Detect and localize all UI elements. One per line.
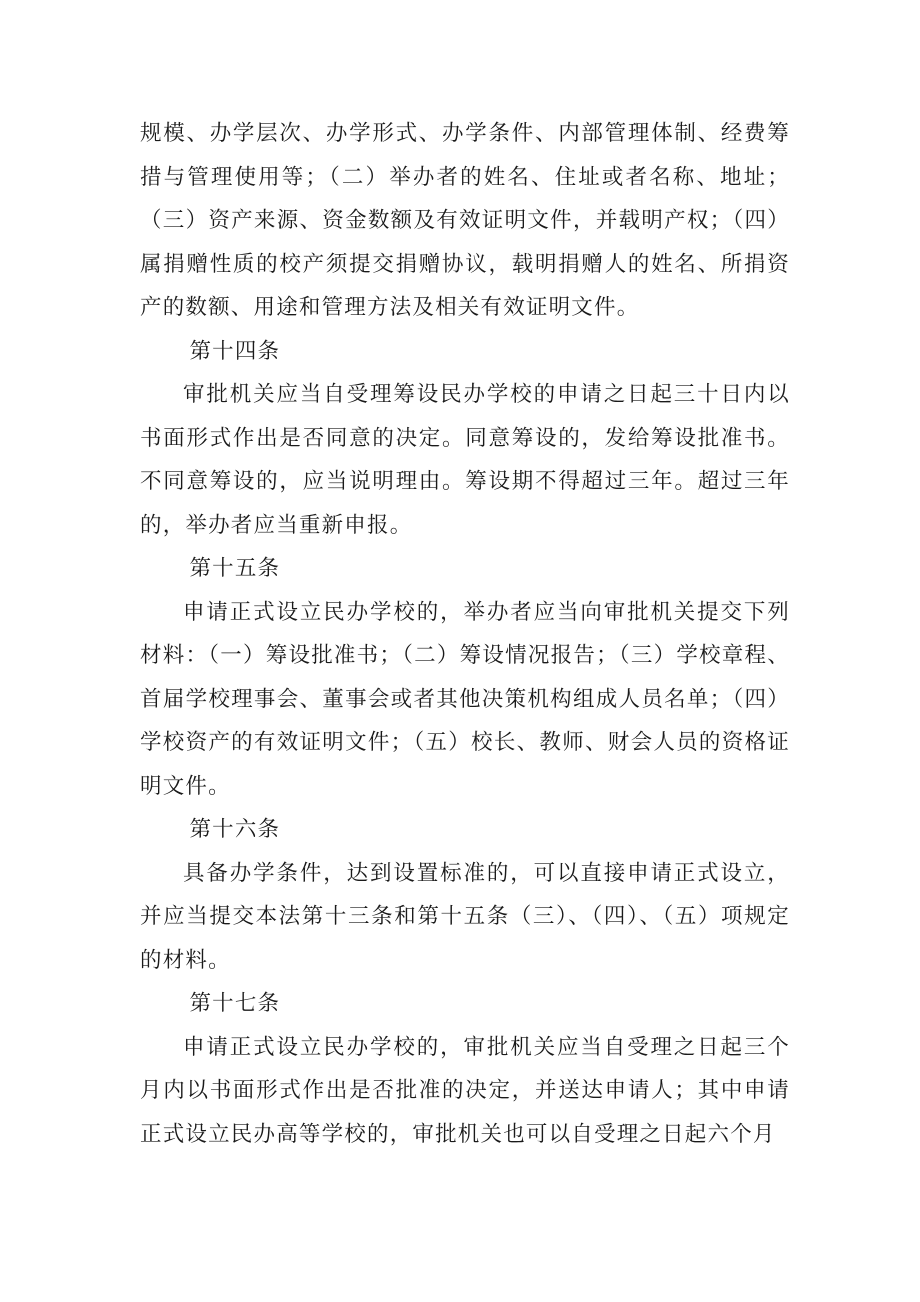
article-15-paragraph: 申请正式设立民办学校的，举办者应当向审批机关提交下列材料：（一）筹设批准书；（二）筹设情况报告；（三）学校章程、首届学校理事会、董事会或者其他决策机构组成人员名单；（四）学校资产的有效证明文件；（五）校长、教师、财会人员的资格证明文件。: [140, 599, 790, 799]
article-heading-14: 第十四条: [189, 338, 281, 364]
article-heading-15: 第十五条: [189, 556, 281, 581]
article-14-paragraph: 审批机关应当自受理筹设民办学校的申请之日起三十日内以书面形式作出是否同意的决定。同意筹设的，发给筹设批准书。不同意筹设的，应当说明理由。筹设期不得超过三年。超过三年的，举办者应当重新申报。: [140, 382, 790, 538]
article-heading-16: 第十六条: [189, 817, 281, 842]
article-16-paragraph: 具备办学条件，达到设置标准的，可以直接申请正式设立，并应当提交本法第十三条和第十五条（三）、（四）、（五）项规定的材料。: [140, 860, 790, 973]
article-heading-17: 第十七条: [189, 991, 281, 1016]
article-17-paragraph: 申请正式设立民办学校的，审批机关应当自受理之日起三个月内以书面形式作出是否批准的决定，并送达申请人；其中申请正式设立民办高等学校的，审批机关也可以自受理之日起六个月: [140, 1034, 790, 1147]
continued-paragraph: 规模、办学层次、办学形式、办学条件、内部管理体制、经费筹措与管理使用等；（二）举办者的姓名、住址或者名称、地址；（三）资产来源、资金数额及有效证明文件，并载明产权；（四）属捐赠性质的校产须提交捐赠协议，载明捐赠人的姓名、所捐资产的数额、用途和管理方法及相关有效证明文件。: [140, 121, 790, 320]
document-body: [140, 112, 790, 1156]
